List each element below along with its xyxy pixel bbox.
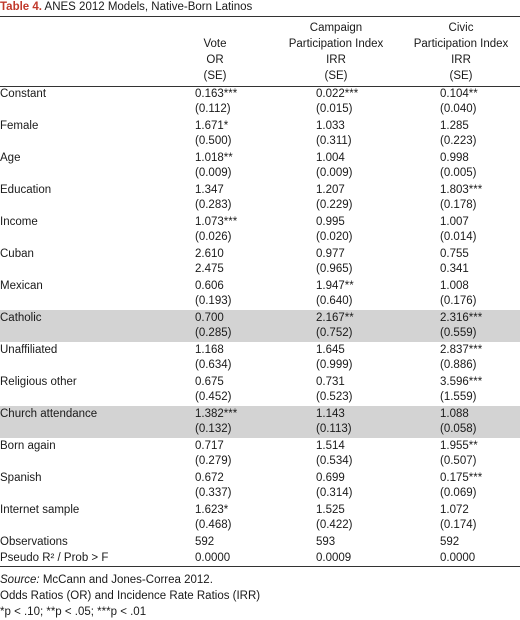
table-cell [316, 215, 352, 245]
table-cell [195, 439, 231, 469]
cell-estimate: 1.645 [316, 344, 345, 356]
table-cell [440, 215, 476, 245]
cell-estimate: 0.104** [440, 88, 478, 100]
table-cell [440, 247, 469, 277]
table-cell [440, 119, 476, 149]
cell-estimate: 2.837*** [440, 344, 483, 356]
table-row [0, 470, 520, 502]
table-cell [316, 247, 352, 277]
row-label: Internet sample [0, 504, 80, 516]
table-cell [195, 503, 231, 533]
cell-std-error: (0.523) [316, 391, 353, 403]
table-cell [440, 439, 478, 469]
table-cell [440, 279, 476, 309]
table-row [0, 118, 520, 150]
row-label: Church attendance [0, 408, 98, 420]
cell-estimate: 1.382*** [195, 408, 238, 420]
column-header-civic [402, 20, 520, 86]
cell-estimate: 1.947** [316, 280, 354, 292]
cell-estimate: 2.316*** [440, 312, 483, 324]
cell-estimate: 1.671* [195, 120, 229, 132]
table-cell [195, 311, 231, 341]
table-cell [440, 311, 482, 341]
cell-estimate: 0.998 [440, 152, 469, 164]
table-number: Table 4. [0, 1, 42, 13]
table-cell [195, 407, 237, 437]
cell-std-error: (0.015) [316, 103, 353, 115]
table-row [0, 502, 520, 534]
cell-estimate: 593 [316, 536, 336, 548]
cell-estimate: 1.525 [316, 504, 345, 516]
table-row [0, 182, 520, 214]
table-cell [316, 151, 352, 181]
cell-std-error: (0.468) [195, 519, 232, 531]
cell-estimate: 1.143 [316, 408, 345, 420]
cell-std-error: (0.176) [440, 295, 477, 307]
column-header-line: IRR [451, 54, 471, 66]
cell-std-error: (0.229) [316, 199, 353, 211]
cell-std-error: (0.014) [440, 231, 477, 243]
abbreviation-note: Odds Ratios (OR) and Incidence Rate Ratios (IRR) [0, 590, 261, 602]
column-header-line: Participation Index [288, 38, 384, 50]
cell-estimate: 1.018** [195, 152, 233, 164]
table-cell [195, 535, 214, 550]
row-label: Cuban [0, 248, 34, 260]
row-label: Female [0, 120, 39, 132]
cell-estimate: 1.207 [316, 184, 345, 196]
table-row [0, 550, 520, 566]
cell-std-error: 0.341 [440, 263, 469, 275]
cell-estimate: 592 [195, 536, 215, 548]
cell-estimate: 1.285 [440, 120, 469, 132]
table-cell [316, 407, 352, 437]
table-cell [316, 311, 354, 341]
table-cell [195, 215, 237, 245]
column-header-line: (SE) [449, 70, 473, 82]
cell-estimate: 0.700 [195, 312, 224, 324]
source-text: McCann and Jones-Correa 2012. [42, 574, 213, 586]
table-row [0, 246, 520, 278]
cell-estimate: 1.803*** [440, 184, 483, 196]
cell-estimate: 1.514 [316, 440, 345, 452]
cell-estimate: 0.699 [316, 472, 345, 484]
cell-estimate: 2.167** [316, 312, 354, 324]
row-label: Age [0, 152, 21, 164]
cell-std-error: (0.311) [316, 135, 352, 147]
table-row [0, 534, 520, 550]
cell-std-error: (0.500) [195, 135, 232, 147]
cell-std-error: (1.559) [440, 391, 477, 403]
cell-std-error: (0.026) [195, 231, 232, 243]
table-row [0, 374, 520, 406]
cell-estimate: 1.955** [440, 440, 478, 452]
column-header-vote [170, 20, 260, 86]
top-rule [0, 16, 520, 17]
table-cell [195, 279, 231, 309]
table-cell [316, 183, 352, 213]
cell-estimate: 0.977 [316, 248, 345, 260]
cell-std-error: (0.005) [440, 167, 477, 179]
cell-std-error: (0.009) [195, 167, 232, 179]
table-cell [440, 503, 476, 533]
table-row [0, 86, 520, 118]
column-header-line: Participation Index [413, 38, 509, 50]
row-label: Pseudo R² / Prob > F [0, 552, 109, 564]
column-header-line [170, 20, 260, 36]
cell-std-error: (0.634) [195, 359, 232, 371]
row-label: Born again [0, 440, 56, 452]
cell-estimate: 0.0000 [440, 552, 476, 564]
cell-estimate: 1.168 [195, 344, 224, 356]
cell-std-error: (0.193) [195, 295, 232, 307]
table-cell [440, 151, 476, 181]
column-header-line: Civic [448, 22, 474, 34]
table-cell [316, 551, 351, 566]
cell-estimate: 0.755 [440, 248, 469, 260]
table-row [0, 438, 520, 470]
table-row [0, 342, 520, 374]
cell-estimate: 0.672 [195, 472, 224, 484]
cell-std-error: (0.285) [195, 327, 232, 339]
cell-estimate: 592 [440, 536, 460, 548]
table-cell [316, 375, 352, 405]
table-cell [316, 343, 352, 373]
cell-std-error: (0.965) [316, 263, 353, 275]
table-row [0, 310, 520, 342]
table-cell [195, 551, 230, 566]
row-label: Constant [0, 88, 47, 100]
table-cell [316, 279, 354, 309]
cell-estimate: 1.072 [440, 504, 469, 516]
row-label: Observations [0, 536, 68, 548]
column-header-campaign [276, 20, 396, 86]
cell-std-error: (0.223) [440, 135, 477, 147]
table-row [0, 214, 520, 246]
cell-std-error: (0.283) [195, 199, 232, 211]
table-cell [195, 151, 233, 181]
cell-std-error: (0.422) [316, 519, 353, 531]
cell-std-error: (0.009) [316, 167, 353, 179]
row-label: Education [0, 184, 52, 196]
cell-std-error: (0.752) [316, 327, 353, 339]
table-cell [195, 471, 231, 501]
table-cell [195, 375, 231, 405]
cell-std-error: (0.132) [195, 423, 232, 435]
table-cell [195, 343, 231, 373]
table-caption: ANES 2012 Models, Native-Born Latinos [44, 1, 253, 13]
cell-std-error: (0.452) [195, 391, 232, 403]
table-body [0, 86, 520, 566]
significance-note: *p < .10; **p < .05; ***p < .01 [0, 606, 147, 618]
cell-std-error: (0.069) [440, 487, 477, 499]
table-cell [440, 87, 478, 117]
cell-std-error: (0.559) [440, 327, 477, 339]
column-header-line: Campaign [309, 22, 363, 34]
table-cell [316, 87, 358, 117]
table-cell [316, 439, 352, 469]
cell-std-error: (0.174) [440, 519, 477, 531]
table-notes [0, 572, 520, 620]
bottom-rule [0, 566, 520, 567]
cell-estimate: 3.596*** [440, 376, 483, 388]
row-label: Religious other [0, 376, 77, 388]
cell-estimate: 0.675 [195, 376, 224, 388]
cell-estimate: 0.0009 [316, 552, 352, 564]
cell-std-error: (0.020) [316, 231, 353, 243]
cell-estimate: 1.008 [440, 280, 469, 292]
table-cell [440, 535, 459, 550]
cell-std-error: 2.475 [195, 263, 224, 275]
cell-estimate: 0.731 [316, 376, 345, 388]
table-cell [440, 343, 482, 373]
row-label: Unaffiliated [0, 344, 58, 356]
table-cell [316, 471, 352, 501]
cell-estimate: 2.610 [195, 248, 224, 260]
column-header-line: Vote [203, 38, 227, 50]
table-cell [440, 551, 475, 566]
cell-estimate: 0.606 [195, 280, 224, 292]
cell-estimate: 1.033 [316, 120, 345, 132]
cell-std-error: (0.999) [316, 359, 353, 371]
cell-estimate: 1.623* [195, 504, 229, 516]
cell-std-error: (0.058) [440, 423, 477, 435]
row-label: Spanish [0, 472, 42, 484]
cell-estimate: 0.0000 [195, 552, 231, 564]
column-header-line: (SE) [203, 70, 227, 82]
table-cell [440, 375, 482, 405]
table-cell [195, 247, 224, 277]
cell-estimate: 0.022*** [316, 88, 359, 100]
cell-estimate: 1.004 [316, 152, 345, 164]
cell-std-error: (0.640) [316, 295, 353, 307]
cell-estimate: 1.007 [440, 216, 469, 228]
table-row [0, 278, 520, 310]
cell-std-error: (0.534) [316, 455, 353, 467]
cell-estimate: 0.717 [195, 440, 224, 452]
column-header-line: IRR [326, 54, 346, 66]
row-label: Catholic [0, 312, 42, 324]
source-label: Source: [0, 574, 40, 586]
source-note [0, 572, 520, 588]
cell-std-error: (0.279) [195, 455, 232, 467]
table-cell [440, 471, 482, 501]
column-header-line: OR [206, 54, 224, 66]
table-cell [195, 183, 231, 213]
cell-estimate: 0.175*** [440, 472, 483, 484]
cell-std-error: (0.178) [440, 199, 477, 211]
table-row [0, 150, 520, 182]
cell-std-error: (0.507) [440, 455, 477, 467]
cell-std-error: (0.112) [195, 103, 231, 115]
cell-std-error: (0.886) [440, 359, 477, 371]
row-label: Income [0, 216, 38, 228]
cell-estimate: 0.995 [316, 216, 345, 228]
table-row [0, 406, 520, 438]
table-cell [440, 407, 476, 437]
cell-std-error: (0.314) [316, 487, 353, 499]
table-cell [440, 183, 482, 213]
cell-estimate: 1.073*** [195, 216, 238, 228]
table-title [0, 0, 520, 14]
cell-std-error: (0.113) [316, 423, 352, 435]
table-cell [195, 87, 237, 117]
cell-estimate: 1.088 [440, 408, 469, 420]
cell-std-error: (0.040) [440, 103, 477, 115]
column-header-line: (SE) [324, 70, 348, 82]
table-cell [195, 119, 231, 149]
table-cell [316, 535, 335, 550]
cell-std-error: (0.337) [195, 487, 232, 499]
table-cell [316, 503, 352, 533]
row-label: Mexican [0, 280, 43, 292]
cell-estimate: 0.163*** [195, 88, 238, 100]
cell-estimate: 1.347 [195, 184, 224, 196]
table-cell [316, 119, 352, 149]
